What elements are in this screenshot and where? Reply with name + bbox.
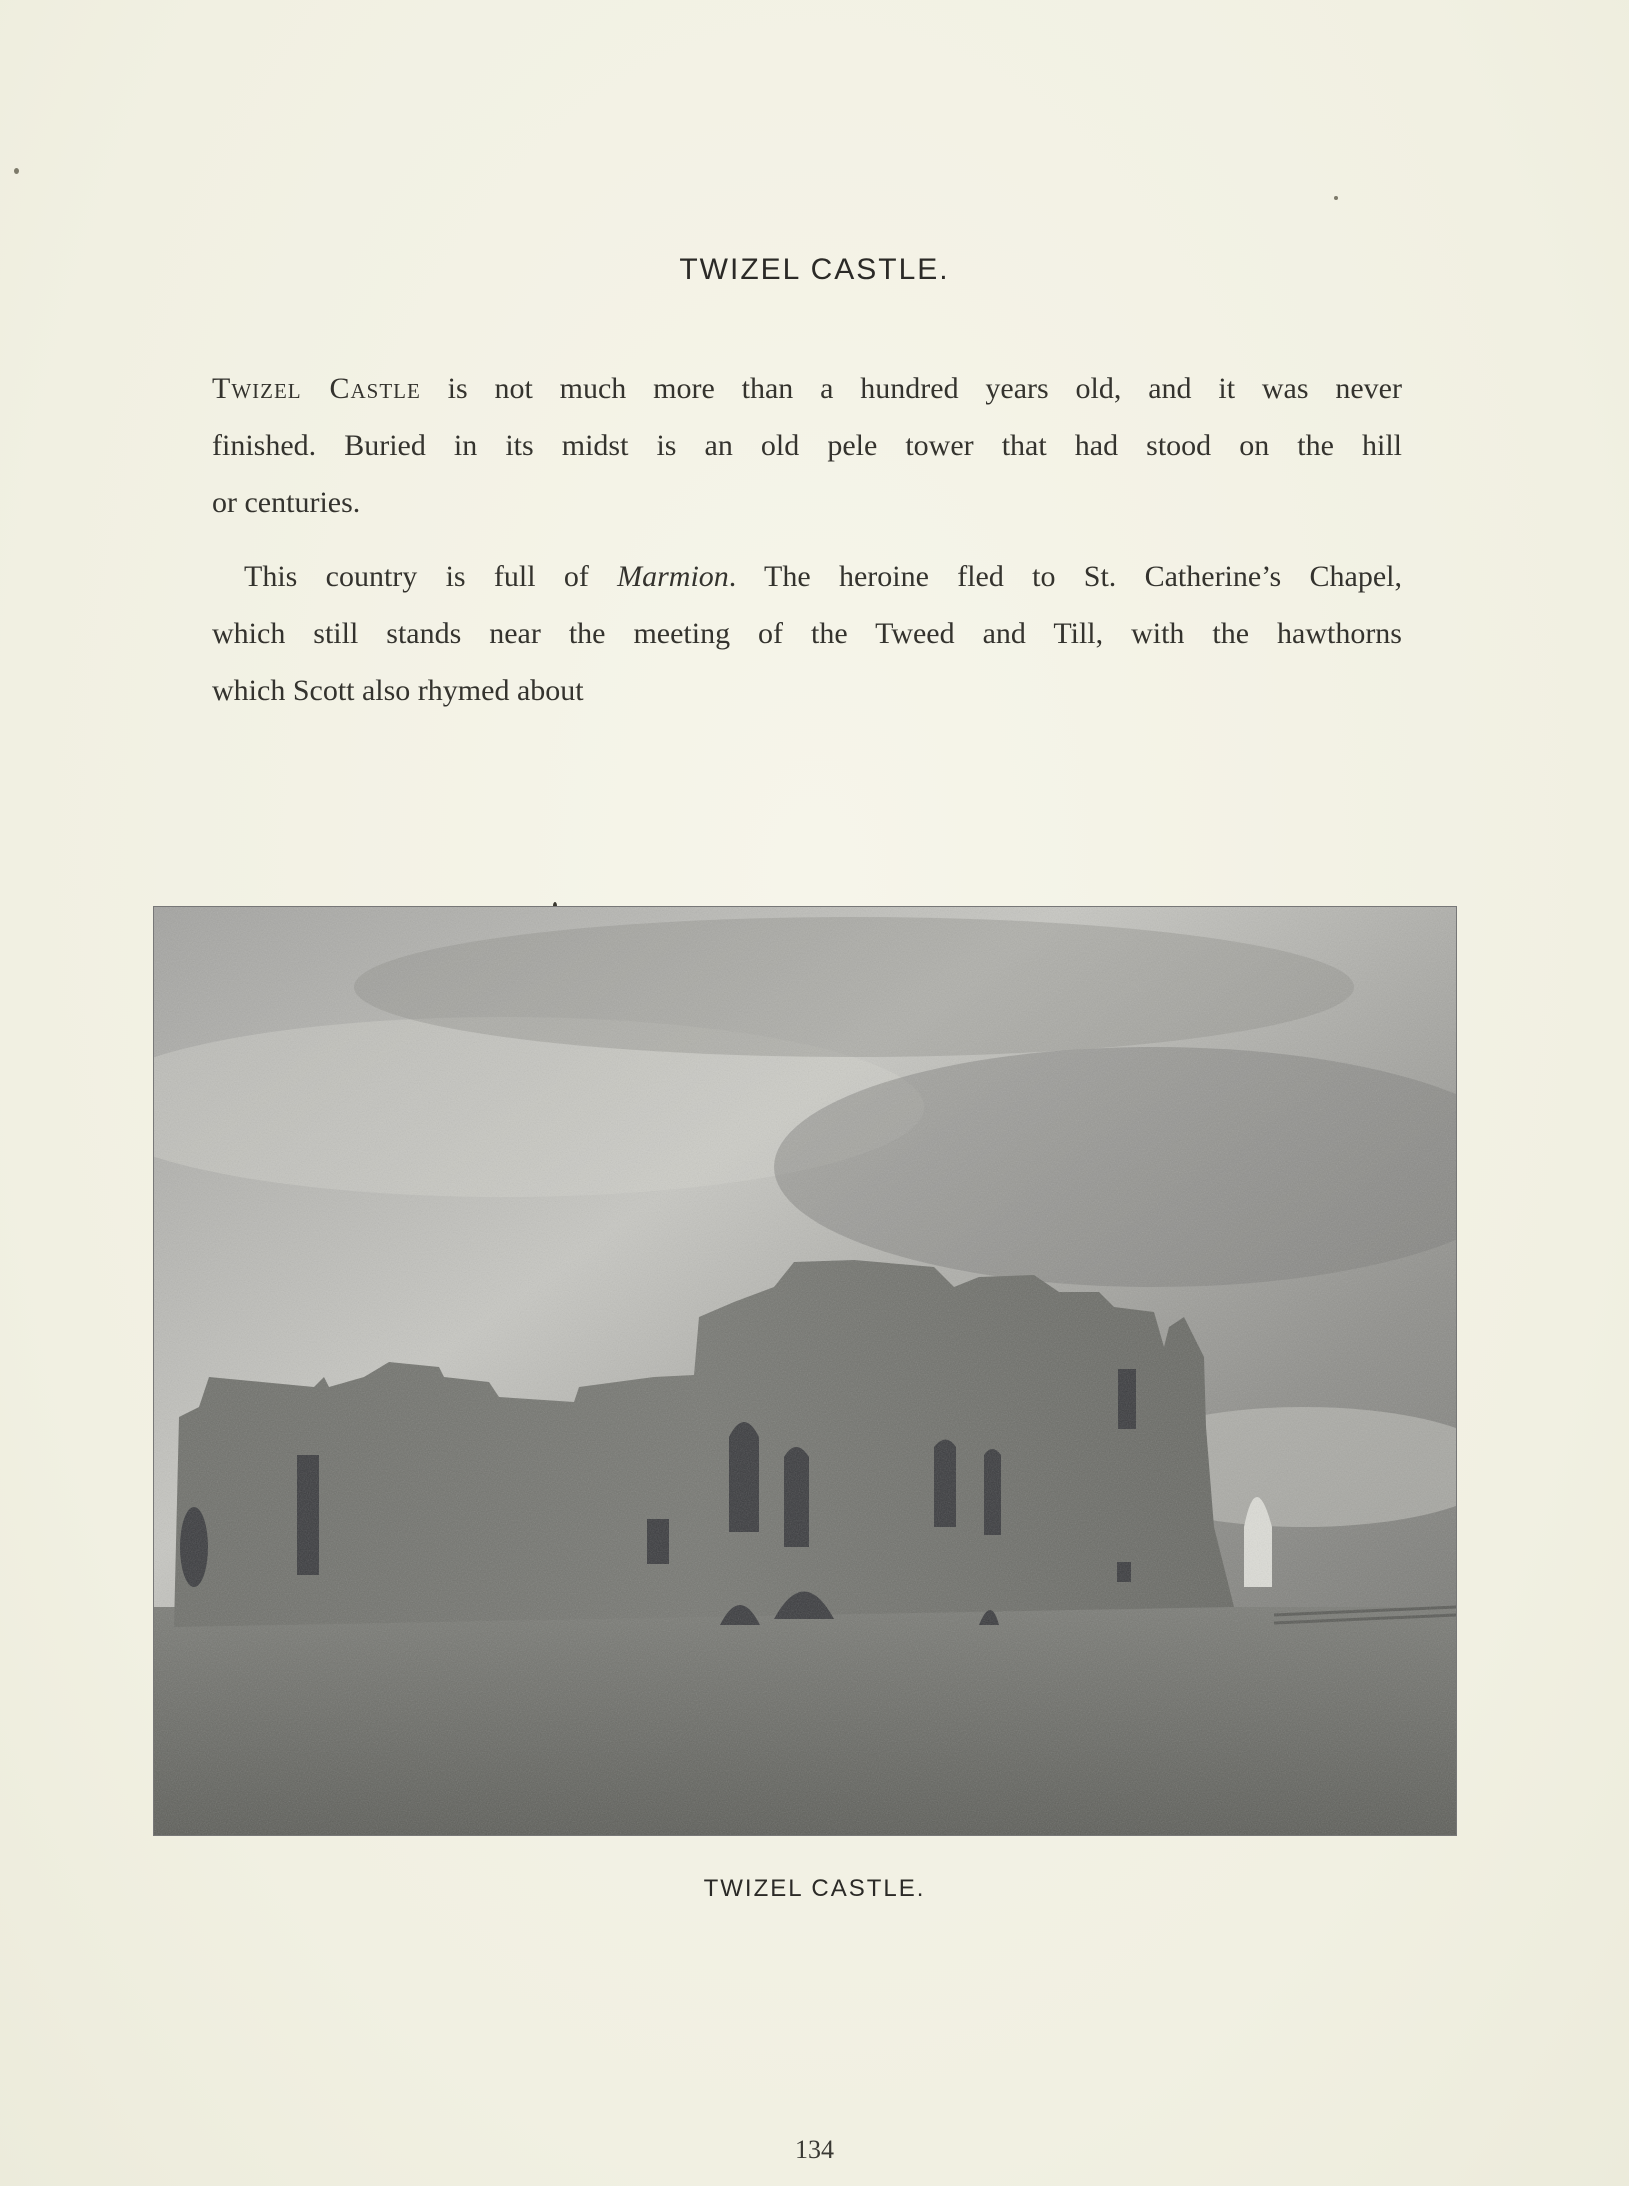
paragraph-2-line-1-end: . The heroine fled to St. Catherine’s Chapel, [728,560,1402,593]
castle-ruin-icon [154,907,1456,1835]
paper-speck [1334,196,1338,200]
paragraph-2-line-1 [212,548,1402,605]
paragraph-1-line-2: finished. Buried in its midst is an old pele tower that had stood on the hill [212,429,1402,462]
page-heading: TWIZEL CASTLE. [679,253,950,286]
photo-caption: TWIZEL CASTLE. [703,1875,926,1902]
page-number: 134 [795,2135,834,2164]
paragraph-1-lead: Twizel Castle [212,372,421,405]
paragraph-2 [212,548,1402,719]
castle-photograph [153,906,1457,1836]
paragraph-2-start: This country is full of [244,560,618,593]
paragraph-1-line-1-text: is not much more than a hundred years old, and it was never [420,372,1402,405]
paragraph-2-line-3: which Scott also rhymed about [212,674,584,707]
paper-speck [14,168,19,174]
paragraph-1 [212,360,1402,531]
paragraph-1-line-3: or centuries. [212,486,361,519]
paragraph-2-line-2: which still stands near the meeting of the Tweed and Till, with the hawthorns [212,617,1402,650]
paragraph-1-line-1 [212,360,1402,417]
marmion-title: Marmion [617,560,729,593]
